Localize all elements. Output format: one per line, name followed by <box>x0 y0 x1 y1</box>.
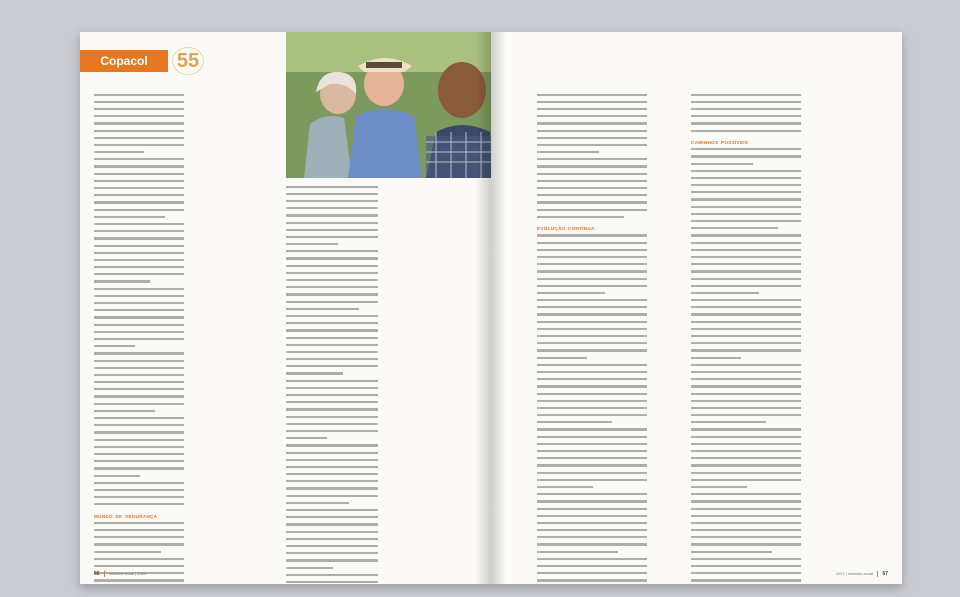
text-line <box>286 243 378 249</box>
text-line <box>537 457 647 463</box>
text-line <box>537 306 647 312</box>
text-line <box>691 234 801 240</box>
text-line <box>94 360 184 366</box>
text-line <box>537 428 647 434</box>
text-line <box>537 158 647 164</box>
text-line <box>286 495 378 501</box>
text-line <box>691 400 801 406</box>
text-line <box>286 480 378 486</box>
text-line <box>691 335 801 341</box>
text-line <box>537 565 647 571</box>
text-line <box>537 414 647 420</box>
text-line <box>691 263 801 269</box>
text-line <box>691 313 801 319</box>
text-line <box>537 101 647 107</box>
text-line <box>691 572 801 578</box>
magazine-spread <box>80 32 902 584</box>
text-line <box>691 321 801 327</box>
text-line <box>94 288 184 294</box>
text-line <box>691 450 801 456</box>
text-line <box>691 299 801 305</box>
text-line <box>691 184 801 190</box>
section-heading: CAMINHOS POSSÍVEIS <box>691 140 749 146</box>
text-line <box>537 342 647 348</box>
text-line <box>94 403 184 409</box>
text-line <box>94 245 184 251</box>
text-line <box>94 187 184 193</box>
text-line <box>94 122 184 128</box>
text-line <box>537 357 647 363</box>
text-line <box>691 122 801 128</box>
text-line <box>286 394 378 400</box>
text-line <box>537 508 647 514</box>
text-line <box>691 457 801 463</box>
text-line <box>94 209 184 215</box>
text-line <box>94 374 184 380</box>
text-line <box>691 500 801 506</box>
text-line <box>94 431 184 437</box>
text-line <box>286 344 378 350</box>
text-line <box>94 522 184 528</box>
photo-illustration <box>286 32 491 178</box>
text-line <box>94 439 184 445</box>
text-line <box>691 177 801 183</box>
text-line <box>94 453 184 459</box>
text-line <box>94 230 184 236</box>
right-page <box>491 32 902 584</box>
text-line <box>537 479 647 485</box>
text-line <box>691 130 801 136</box>
text-line <box>286 487 378 493</box>
text-line <box>94 410 184 416</box>
text-line <box>537 472 647 478</box>
text-line <box>537 464 647 470</box>
text-line <box>286 559 378 565</box>
text-line <box>691 206 801 212</box>
text-line <box>94 460 184 466</box>
text-line <box>94 223 184 229</box>
text-line <box>94 529 184 535</box>
text-line <box>537 151 647 157</box>
text-line <box>286 574 378 580</box>
text-line <box>691 148 801 154</box>
text-line <box>537 201 647 207</box>
text-line <box>691 357 801 363</box>
text-line <box>691 270 801 276</box>
text-line <box>286 301 378 307</box>
text-line <box>94 482 184 488</box>
text-line <box>537 216 647 222</box>
right-footer <box>836 571 888 577</box>
text-line <box>94 331 184 337</box>
text-line <box>537 299 647 305</box>
text-line <box>94 345 184 351</box>
text-line <box>691 508 801 514</box>
text-line <box>94 446 184 452</box>
text-line <box>537 115 647 121</box>
text-line <box>286 401 378 407</box>
text-line <box>691 529 801 535</box>
text-line <box>94 115 184 121</box>
text-line <box>94 367 184 373</box>
text-line <box>691 479 801 485</box>
text-line <box>537 364 647 370</box>
text-line <box>286 466 378 472</box>
text-line <box>537 515 647 521</box>
text-line <box>286 257 378 263</box>
text-line <box>286 452 378 458</box>
text-line <box>691 242 801 248</box>
text-line <box>691 292 801 298</box>
text-line <box>286 193 378 199</box>
text-line <box>537 349 647 355</box>
text-line <box>94 266 184 272</box>
text-line <box>94 381 184 387</box>
text-line <box>286 337 378 343</box>
text-line <box>94 496 184 502</box>
right-column-1 <box>537 92 647 584</box>
text-line <box>286 581 378 584</box>
text-line <box>537 378 647 384</box>
text-line <box>286 545 378 551</box>
text-line <box>537 493 647 499</box>
text-line <box>691 249 801 255</box>
text-line <box>537 551 647 557</box>
text-line <box>691 407 801 413</box>
text-line <box>94 180 184 186</box>
text-line <box>94 489 184 495</box>
text-line <box>286 538 378 544</box>
text-line <box>537 108 647 114</box>
text-line <box>286 186 378 192</box>
text-line <box>537 328 647 334</box>
text-line <box>94 316 184 322</box>
text-line <box>691 155 801 161</box>
text-line <box>286 322 378 328</box>
text-line <box>286 351 378 357</box>
text-line <box>286 365 378 371</box>
text-line <box>691 486 801 492</box>
text-line <box>94 194 184 200</box>
text-line <box>537 94 647 100</box>
text-line <box>537 371 647 377</box>
text-line <box>94 173 184 179</box>
text-line <box>286 286 378 292</box>
text-line <box>537 443 647 449</box>
text-line <box>94 338 184 344</box>
text-line <box>691 371 801 377</box>
text-line <box>691 256 801 262</box>
text-line <box>286 408 378 414</box>
text-line <box>691 565 801 571</box>
text-line <box>94 565 184 571</box>
text-line <box>94 144 184 150</box>
text-line <box>286 329 378 335</box>
text-line <box>94 259 184 265</box>
left-column-1 <box>94 92 184 584</box>
text-line <box>537 263 647 269</box>
text-line <box>691 191 801 197</box>
text-line <box>286 372 378 378</box>
text-line <box>691 515 801 521</box>
text-line <box>286 308 378 314</box>
text-line <box>691 285 801 291</box>
text-line <box>94 216 184 222</box>
text-line <box>286 437 378 443</box>
text-line <box>691 536 801 542</box>
text-line <box>286 222 378 228</box>
text-line <box>691 328 801 334</box>
text-line <box>537 436 647 442</box>
text-line <box>691 220 801 226</box>
text-line <box>286 265 378 271</box>
text-line <box>94 130 184 136</box>
text-line <box>94 543 184 549</box>
text-line <box>537 486 647 492</box>
text-line <box>537 292 647 298</box>
text-line <box>537 421 647 427</box>
text-line <box>286 430 378 436</box>
text-line <box>691 306 801 312</box>
text-line <box>691 342 801 348</box>
text-line <box>94 280 184 286</box>
text-line <box>691 349 801 355</box>
text-line <box>537 385 647 391</box>
text-line <box>537 450 647 456</box>
text-line <box>537 165 647 171</box>
text-line <box>537 529 647 535</box>
left-column-2 <box>286 184 378 584</box>
text-line <box>94 309 184 315</box>
text-line <box>691 436 801 442</box>
text-line <box>286 416 378 422</box>
text-line <box>691 421 801 427</box>
anniversary-mark: 55 <box>172 47 204 75</box>
text-line <box>537 194 647 200</box>
text-line <box>286 293 378 299</box>
text-line <box>691 170 801 176</box>
text-line <box>691 364 801 370</box>
text-line <box>691 115 801 121</box>
text-line <box>537 407 647 413</box>
text-line <box>691 464 801 470</box>
text-line <box>94 252 184 258</box>
text-line <box>537 144 647 150</box>
text-line <box>286 552 378 558</box>
text-line <box>537 285 647 291</box>
text-line <box>691 278 801 284</box>
text-line <box>537 558 647 564</box>
text-line <box>537 400 647 406</box>
text-line <box>691 414 801 420</box>
text-line <box>286 502 378 508</box>
text-line <box>94 467 184 473</box>
text-line <box>94 424 184 430</box>
text-line <box>691 522 801 528</box>
text-line <box>94 165 184 171</box>
text-line <box>94 475 184 481</box>
photo-elderly-couple <box>286 32 491 178</box>
text-line <box>286 380 378 386</box>
text-line <box>691 94 801 100</box>
left-page <box>80 32 491 584</box>
text-line <box>94 558 184 564</box>
text-line <box>286 509 378 515</box>
text-line <box>537 242 647 248</box>
text-line <box>691 579 801 584</box>
text-line <box>286 531 378 537</box>
text-line <box>94 417 184 423</box>
text-line <box>537 335 647 341</box>
text-line <box>537 137 647 143</box>
text-line <box>691 472 801 478</box>
text-line <box>691 385 801 391</box>
text-line <box>286 214 378 220</box>
text-line <box>94 579 184 584</box>
text-line <box>94 536 184 542</box>
text-line <box>286 315 378 321</box>
text-line <box>537 187 647 193</box>
text-line <box>286 207 378 213</box>
text-line <box>537 270 647 276</box>
text-line <box>94 237 184 243</box>
text-line <box>537 173 647 179</box>
text-line <box>691 493 801 499</box>
text-line <box>537 180 647 186</box>
text-line <box>94 395 184 401</box>
text-line <box>537 278 647 284</box>
text-line <box>537 572 647 578</box>
text-line <box>537 249 647 255</box>
text-line <box>94 324 184 330</box>
text-line <box>94 101 184 107</box>
text-line <box>691 227 801 233</box>
text-line <box>691 393 801 399</box>
text-line <box>94 551 184 557</box>
section-heading: MUNDO DE SEGURANÇA <box>94 513 158 519</box>
text-line <box>94 137 184 143</box>
text-line <box>94 503 184 509</box>
text-line <box>94 388 184 394</box>
text-line <box>537 130 647 136</box>
page-number: 67 <box>882 571 888 577</box>
text-line <box>537 234 647 240</box>
text-line <box>286 473 378 479</box>
text-line <box>94 295 184 301</box>
text-line <box>286 516 378 522</box>
text-line <box>94 94 184 100</box>
text-line <box>537 122 647 128</box>
text-line <box>286 387 378 393</box>
text-line <box>691 443 801 449</box>
text-line <box>691 428 801 434</box>
text-line <box>94 108 184 114</box>
text-line <box>691 558 801 564</box>
text-line <box>691 198 801 204</box>
footer-text: 2022 | relatório anual <box>835 571 874 576</box>
text-line <box>286 444 378 450</box>
text-line <box>691 378 801 384</box>
text-line <box>537 536 647 542</box>
text-line <box>691 551 801 557</box>
text-line <box>691 108 801 114</box>
text-line <box>691 543 801 549</box>
text-line <box>286 250 378 256</box>
text-line <box>537 543 647 549</box>
text-line <box>286 358 378 364</box>
text-line <box>94 158 184 164</box>
text-line <box>286 200 378 206</box>
text-line <box>537 500 647 506</box>
text-line <box>286 523 378 529</box>
text-line <box>286 272 378 278</box>
text-line <box>286 567 378 573</box>
left-footer <box>94 571 146 577</box>
section-heading: EVOLUÇÃO CONTÍNUA <box>537 226 595 232</box>
text-line <box>691 163 801 169</box>
text-line <box>537 313 647 319</box>
text-line <box>537 522 647 528</box>
text-line <box>286 423 378 429</box>
text-line <box>286 459 378 465</box>
footer-divider <box>104 571 105 577</box>
text-line <box>537 209 647 215</box>
text-line <box>537 256 647 262</box>
text-line <box>286 229 378 235</box>
text-line <box>94 273 184 279</box>
page-number: 66 <box>94 571 100 577</box>
text-line <box>691 101 801 107</box>
text-line <box>286 236 378 242</box>
text-line <box>286 279 378 285</box>
text-line <box>691 213 801 219</box>
brand-tab: Copacol <box>80 50 168 72</box>
text-line <box>94 352 184 358</box>
footer-divider <box>877 571 878 577</box>
text-line <box>94 302 184 308</box>
text-line <box>537 393 647 399</box>
text-line <box>537 321 647 327</box>
text-line <box>94 201 184 207</box>
text-line <box>537 579 647 584</box>
footer-text: relatório anual | 2022 <box>108 571 147 576</box>
right-column-2 <box>691 92 801 584</box>
text-line <box>94 151 184 157</box>
